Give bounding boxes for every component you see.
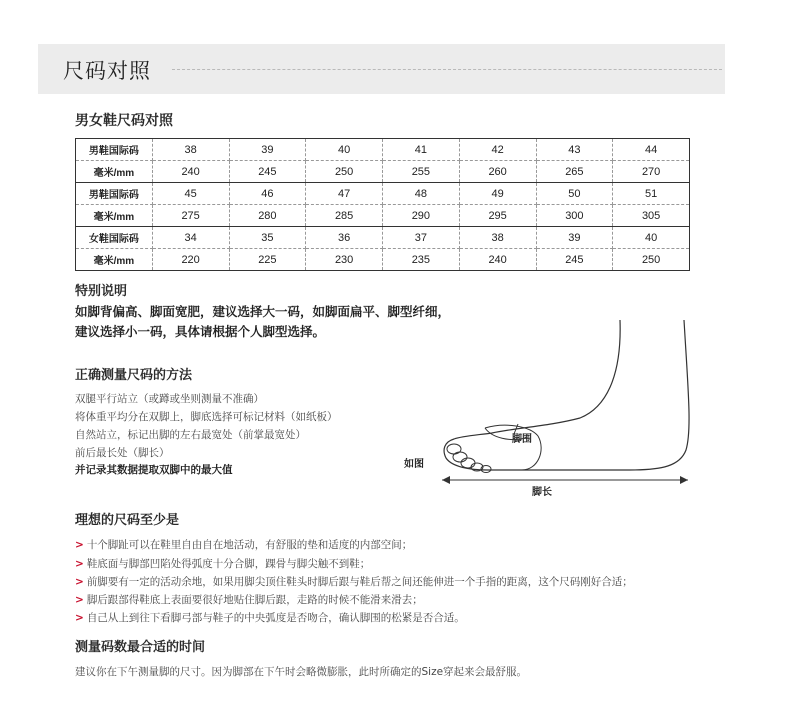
table-cell: 245 <box>536 249 613 271</box>
size-table <box>75 138 690 271</box>
special-note-line: 如脚背偏高、脚面宽肥，建议选择大一码，如脚面扁平、脚型纤细， <box>75 304 451 319</box>
method-line: 双腿平行站立（或蹲或坐则测量不准确） <box>75 393 264 405</box>
table-cell: 225 <box>229 249 306 271</box>
table-cell: 235 <box>383 249 460 271</box>
table-cell: 41 <box>383 139 460 161</box>
foot-diagram <box>430 318 700 490</box>
table-row <box>76 161 690 183</box>
table-cell: 35 <box>229 227 306 249</box>
table-cell: 39 <box>536 227 613 249</box>
table-cell: 230 <box>306 249 383 271</box>
table-cell: 47 <box>306 183 383 205</box>
table-cell: 295 <box>459 205 536 227</box>
chevron-right-icon: > <box>75 612 84 624</box>
method-title: 正确测量尺码的方法 <box>75 368 193 383</box>
table-cell: 285 <box>306 205 383 227</box>
table-cell: 260 <box>459 161 536 183</box>
table-cell: 265 <box>536 161 613 183</box>
table-cell: 40 <box>613 227 690 249</box>
fit-item: > 自己从上到往下看脚弓部与鞋子的中央弧度是否吻合，确认脚围的松紧是否合适。 <box>75 612 465 624</box>
table-cell: 42 <box>459 139 536 161</box>
table-cell: 280 <box>229 205 306 227</box>
table-cell: 36 <box>306 227 383 249</box>
fit-title: 理想的尺码至少是 <box>75 513 180 528</box>
table-cell: 240 <box>152 161 229 183</box>
table-cell: 275 <box>152 205 229 227</box>
row-label: 男鞋国际码 <box>76 139 153 161</box>
table-cell: 50 <box>536 183 613 205</box>
table-cell: 250 <box>613 249 690 271</box>
table-row <box>76 205 690 227</box>
table-row <box>76 227 690 249</box>
row-label: 男鞋国际码 <box>76 183 153 205</box>
row-label: 毫米/mm <box>76 161 153 183</box>
table-cell: 38 <box>152 139 229 161</box>
chevron-right-icon: > <box>75 594 84 606</box>
table-row <box>76 183 690 205</box>
table-cell: 34 <box>152 227 229 249</box>
table-cell: 240 <box>459 249 536 271</box>
table-cell: 39 <box>229 139 306 161</box>
table-cell: 300 <box>536 205 613 227</box>
table-cell: 250 <box>306 161 383 183</box>
table-cell: 270 <box>613 161 690 183</box>
chevron-right-icon: > <box>75 576 84 588</box>
diagram-length-label: 脚长 <box>532 487 552 498</box>
method-line: 前后最长处（脚长） <box>75 447 170 459</box>
table-cell: 51 <box>613 183 690 205</box>
header-divider <box>172 69 722 70</box>
table-cell: 49 <box>459 183 536 205</box>
method-line: 并记录其数据提取双脚中的最大值 <box>75 464 233 476</box>
table-cell: 290 <box>383 205 460 227</box>
table-cell: 40 <box>306 139 383 161</box>
table-cell: 46 <box>229 183 306 205</box>
fit-item: > 前脚要有一定的活动余地，如果用脚尖顶住鞋头时脚后跟与鞋后帮之间还能伸进一个手指的距离，这个尺码刚好合适； <box>75 576 633 588</box>
diagram-girth-label: 脚围 <box>512 434 532 445</box>
chevron-right-icon: > <box>75 539 84 551</box>
table-cell: 43 <box>536 139 613 161</box>
method-line: 自然站立，标记出脚的左右最宽处（前掌最宽处） <box>75 429 306 441</box>
special-note-title: 特别说明 <box>75 284 128 299</box>
chevron-right-icon: > <box>75 558 84 570</box>
method-line: 将体重平均分在双脚上，脚底选择可标记材料（如纸板） <box>75 411 338 423</box>
row-label: 毫米/mm <box>76 205 153 227</box>
table-cell: 245 <box>229 161 306 183</box>
table-row <box>76 139 690 161</box>
table-cell: 305 <box>613 205 690 227</box>
fit-item: > 鞋底面与脚部凹陷处得弧度十分合脚，踝骨与脚尖触不到鞋； <box>75 558 371 570</box>
fit-item: > 脚后跟部得鞋底上表面要很好地贴住脚后跟，走路的时候不能滑来滑去； <box>75 594 423 606</box>
timing-title: 测量码数最合适的时间 <box>75 640 206 655</box>
table-cell: 255 <box>383 161 460 183</box>
table-cell: 38 <box>459 227 536 249</box>
size-section-title: 男女鞋尺码对照 <box>75 113 173 129</box>
table-cell: 45 <box>152 183 229 205</box>
table-cell: 37 <box>383 227 460 249</box>
timing-text: 建议你在下午测量脚的尺寸。因为脚部在下午时会略微膨胀，此时所确定的Size穿起来会最舒服。 <box>75 666 528 678</box>
table-row <box>76 249 690 271</box>
diagram-as-shown-label: 如图 <box>404 459 424 470</box>
table-cell: 220 <box>152 249 229 271</box>
special-note-line: 建议选择小一码，具体请根据个人脚型选择。 <box>75 324 326 339</box>
row-label: 毫米/mm <box>76 249 153 271</box>
fit-item: > 十个脚趾可以在鞋里自由自在地活动，有舒服的垫和适度的内部空间； <box>75 539 413 551</box>
table-cell: 48 <box>383 183 460 205</box>
row-label: 女鞋国际码 <box>76 227 153 249</box>
page-title: 尺码对照 <box>63 59 151 83</box>
table-cell: 44 <box>613 139 690 161</box>
